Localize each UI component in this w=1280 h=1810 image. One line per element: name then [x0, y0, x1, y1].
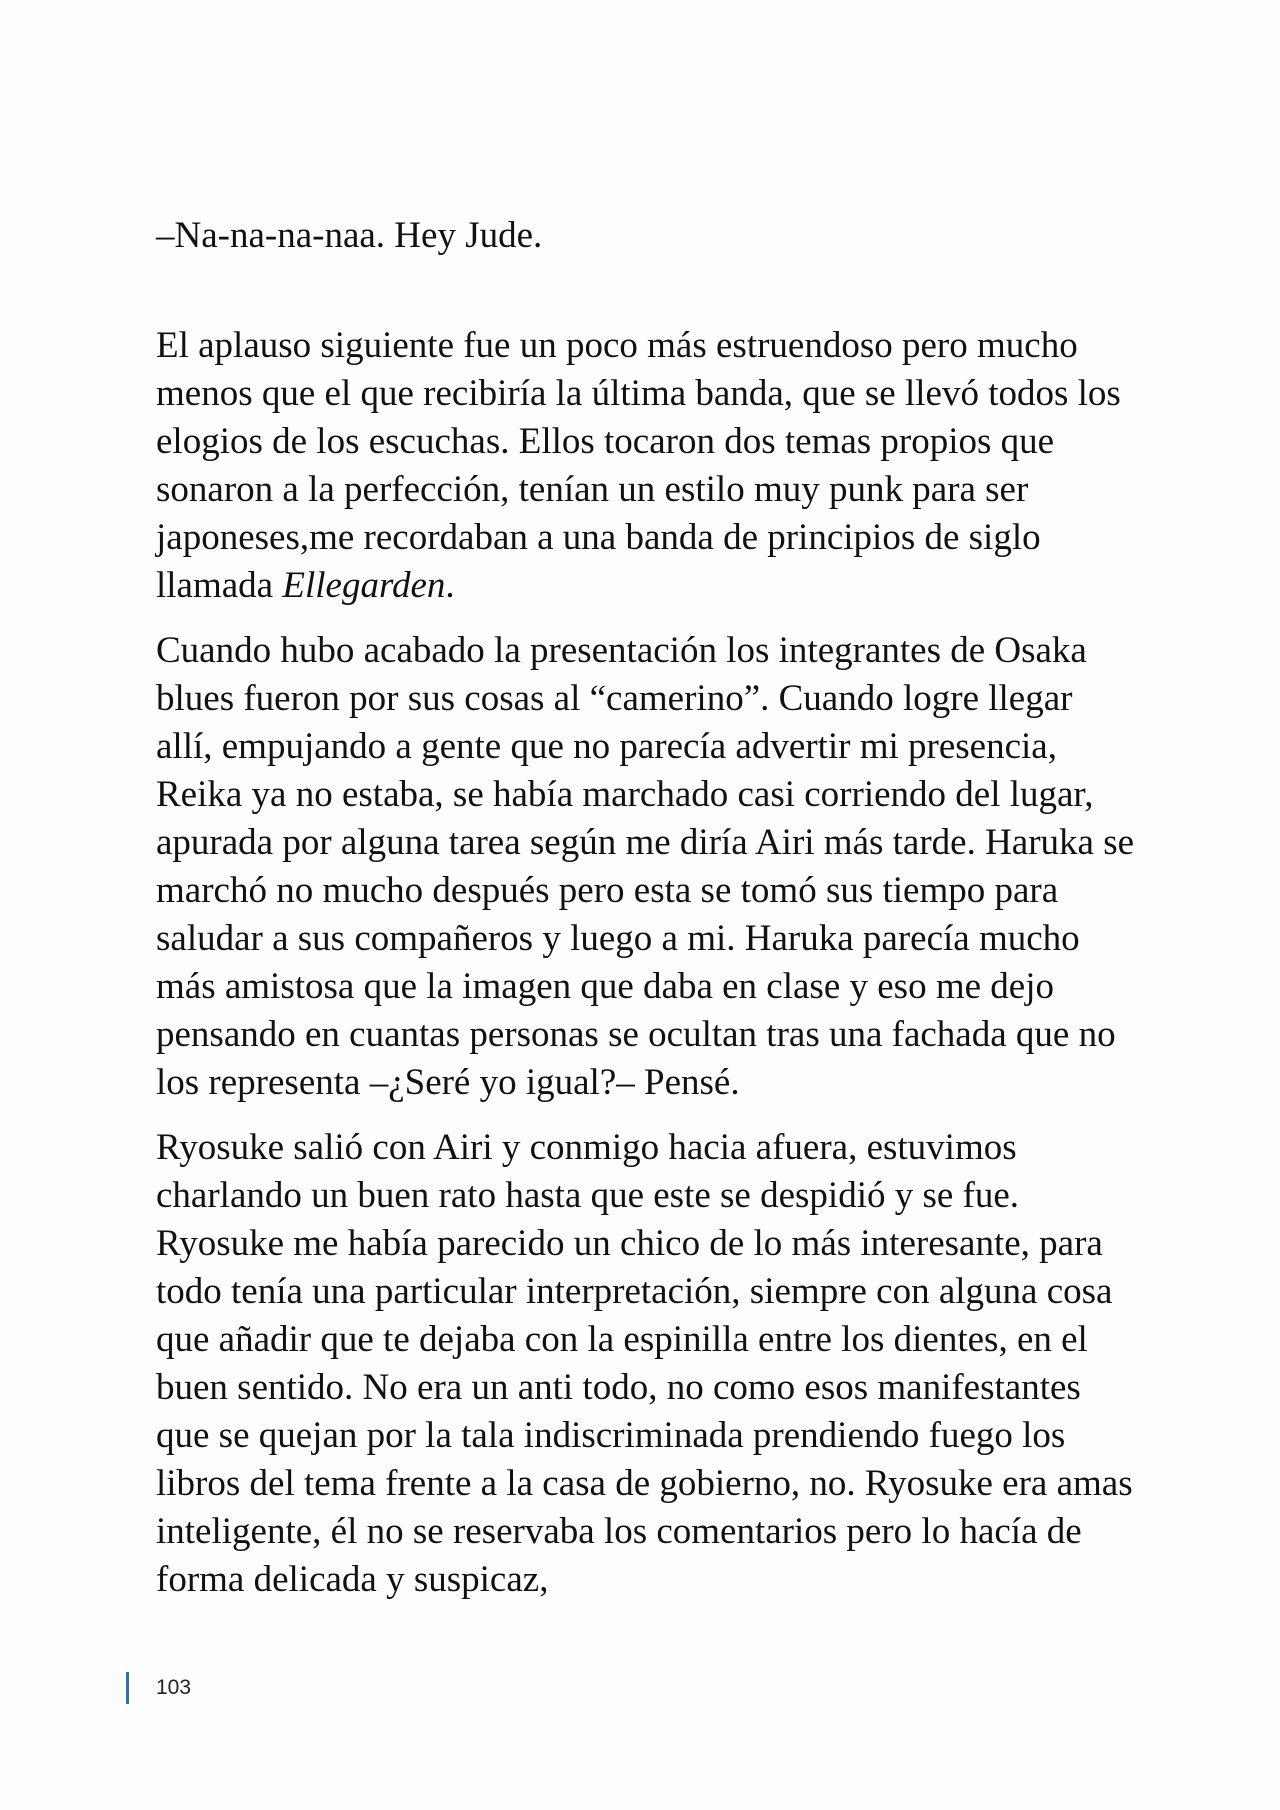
page-footer: [126, 1672, 191, 1704]
page-body-text: [156, 212, 1136, 1604]
paragraph-text: El aplauso siguiente fue un poco más estruendoso pero mucho menos que el que recibiría la última banda, que se llevó todos los elogios de los escuchas. Ellos tocaron dos temas propios que sonaron a la perfección, tenían un estilo muy punk para ser japoneses,me recordaban a una banda de principios de siglo llamada: [156, 325, 1121, 606]
paragraph-ryosuke: Ryosuke salió con Airi y conmigo hacia afuera, estuvimos charlando un buen rato hasta que este se despidió y se fue. Ryosuke me había parecido un chico de lo más interesante, para todo tenía una particular interpretación, siempre con alguna cosa que añadir que te dejaba con la espinilla entre los dientes, en el buen sentido. No era un anti todo, no como esos manifestantes que se quejan por la tala indiscriminada prendiendo fuego los libros del tema frente a la casa de gobierno, no. Ryosuke era amas inteligente, él no se reservaba los comentarios pero lo hacía de forma delicada y suspicaz,: [156, 1127, 1133, 1600]
page-number: 103: [156, 1676, 192, 1699]
sentence-end: .: [445, 565, 455, 606]
paragraph-concert-applause: [156, 322, 1136, 610]
dialogue-line: –Na-na-na-naa. Hey Jude.: [156, 215, 543, 256]
footer-accent-bar: [126, 1672, 129, 1704]
paragraph-camerino: Cuando hubo acabado la presentación los integrantes de Osaka blues fueron por sus cosas al “camerino”. Cuando logre llegar allí, empujando a gente que no parecía advertir mi presencia, Reika ya no estaba, se había marchado casi corriendo del lugar, apurada por alguna tarea según me diría Airi más tarde. Haruka se marchó no mucho después pero esta se tomó sus tiempo para saludar a sus compañeros y luego a mi. Haruka parecía mucho más amistosa que la imagen que daba en clase y eso me dejo pensando en cuantas personas se ocultan tras una fachada que no los representa –¿Seré yo igual?– Pensé.: [156, 630, 1135, 1103]
band-name-italic: Ellegarden: [282, 565, 446, 606]
